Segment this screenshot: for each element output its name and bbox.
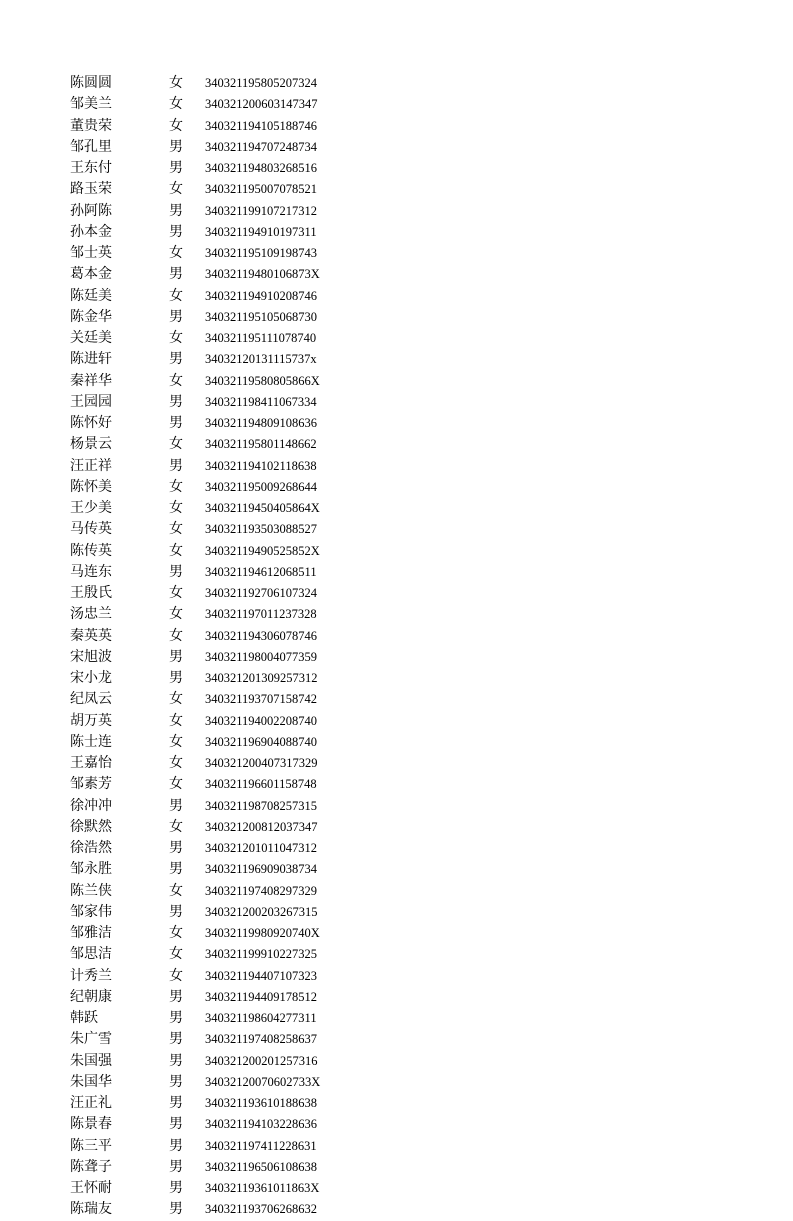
table-row bbox=[70, 711, 370, 732]
table-row bbox=[70, 73, 370, 94]
table-row bbox=[70, 1029, 370, 1050]
gender-cell: 男 bbox=[169, 1137, 183, 1154]
gender-cell: 女 bbox=[169, 691, 183, 708]
id-number-cell: 340321200201257316 bbox=[205, 1053, 318, 1068]
person-name-cell: 王东付 bbox=[70, 160, 112, 176]
gender-cell: 男 bbox=[169, 308, 183, 325]
person-name-cell: 关廷美 bbox=[70, 330, 112, 346]
person-name-cell: 陈士连 bbox=[70, 733, 112, 750]
table-row bbox=[70, 647, 370, 668]
table-row bbox=[70, 774, 370, 795]
id-number-cell: 340321194002208740 bbox=[205, 713, 318, 728]
table-row bbox=[70, 222, 370, 243]
person-name-cell: 邹孔里 bbox=[70, 138, 112, 155]
table-row bbox=[70, 1157, 370, 1178]
table-row bbox=[70, 1051, 370, 1072]
table-row bbox=[70, 307, 370, 328]
id-number-cell: 340321194407107323 bbox=[205, 968, 318, 983]
gender-cell: 男 bbox=[169, 160, 183, 176]
table-row bbox=[70, 201, 370, 222]
id-number-cell: 340321194910197311 bbox=[205, 224, 317, 239]
id-number-cell: 340321197411228631 bbox=[205, 1138, 317, 1153]
person-name-cell: 陈传英 bbox=[70, 542, 112, 559]
gender-cell: 女 bbox=[169, 818, 183, 835]
id-number-cell: 340321198004077359 bbox=[205, 649, 318, 664]
table-row bbox=[70, 562, 370, 583]
person-name-cell: 马传英 bbox=[70, 521, 112, 538]
person-name-cell: 孙阿陈 bbox=[70, 202, 112, 219]
gender-cell: 男 bbox=[169, 1201, 183, 1218]
person-name-cell: 徐浩然 bbox=[70, 840, 112, 856]
id-number-cell: 340321194809108636 bbox=[205, 416, 318, 430]
table-row bbox=[70, 498, 370, 519]
gender-cell: 女 bbox=[169, 882, 183, 899]
table-row bbox=[70, 817, 370, 838]
gender-cell: 男 bbox=[169, 1180, 183, 1196]
person-name-cell: 汪正祥 bbox=[70, 457, 112, 474]
id-number-cell: 340321194409178512 bbox=[205, 989, 318, 1004]
person-name-cell: 邹士英 bbox=[70, 245, 112, 261]
id-number-cell: 340321199910227325 bbox=[205, 947, 318, 962]
table-row bbox=[70, 243, 370, 264]
id-number-cell: 340321200812037347 bbox=[205, 819, 318, 834]
id-number-cell: 340321195007078521 bbox=[205, 182, 318, 197]
gender-cell: 女 bbox=[169, 776, 183, 793]
person-name-cell: 马连东 bbox=[70, 563, 112, 580]
id-number-cell: 340321201309257312 bbox=[205, 671, 318, 685]
gender-cell: 女 bbox=[169, 542, 183, 559]
id-number-cell: 340321193706268632 bbox=[205, 1202, 318, 1217]
person-name-cell: 王园园 bbox=[70, 393, 112, 410]
table-row bbox=[70, 732, 370, 753]
table-row bbox=[70, 137, 370, 158]
table-row bbox=[70, 1072, 370, 1093]
id-number-cell: 340321194105188746 bbox=[205, 118, 318, 133]
person-name-cell: 宋小龙 bbox=[70, 670, 112, 686]
table-row bbox=[70, 371, 370, 392]
id-number-cell: 340321195105068730 bbox=[205, 309, 318, 324]
gender-cell: 女 bbox=[169, 372, 183, 389]
id-number-cell: 340321194910208746 bbox=[205, 288, 318, 303]
table-row bbox=[70, 902, 370, 923]
id-number-cell: 34032120131115737x bbox=[205, 352, 317, 367]
person-name-cell: 孙本金 bbox=[70, 223, 112, 240]
gender-cell: 女 bbox=[169, 330, 183, 346]
table-row bbox=[70, 434, 370, 455]
person-name-cell: 秦英英 bbox=[70, 627, 112, 644]
gender-cell: 男 bbox=[169, 988, 183, 1005]
gender-cell: 女 bbox=[169, 181, 183, 198]
person-name-cell: 陈金华 bbox=[70, 308, 112, 325]
table-row bbox=[70, 1008, 370, 1029]
person-name-cell: 汪正礼 bbox=[70, 1095, 112, 1111]
gender-cell: 男 bbox=[169, 563, 183, 580]
id-number-cell: 340321200203267315 bbox=[205, 904, 318, 919]
gender-cell: 女 bbox=[169, 436, 183, 453]
gender-cell: 男 bbox=[169, 266, 183, 283]
id-number-cell: 340321197011237328 bbox=[205, 607, 317, 622]
person-name-cell: 朱广雪 bbox=[70, 1031, 112, 1048]
table-row bbox=[70, 286, 370, 307]
person-name-cell: 董贵荣 bbox=[70, 117, 112, 134]
id-number-cell: 34032119450405864X bbox=[205, 501, 320, 515]
table-row bbox=[70, 264, 370, 285]
gender-cell: 女 bbox=[169, 627, 183, 644]
person-name-cell: 邹素芳 bbox=[70, 776, 112, 793]
person-name-cell: 徐冲冲 bbox=[70, 797, 112, 814]
person-name-cell: 纪朝康 bbox=[70, 988, 112, 1005]
gender-cell: 男 bbox=[169, 1158, 183, 1175]
gender-cell: 女 bbox=[169, 245, 183, 261]
table-row bbox=[70, 1093, 370, 1114]
gender-cell: 女 bbox=[169, 925, 183, 941]
id-number-cell: 340321194612068511 bbox=[205, 564, 317, 579]
table-row bbox=[70, 1178, 370, 1199]
id-number-cell: 340321194803268516 bbox=[205, 161, 318, 175]
table-row bbox=[70, 392, 370, 413]
person-name-cell: 汤忠兰 bbox=[70, 606, 112, 623]
gender-cell: 男 bbox=[169, 1010, 183, 1026]
gender-cell: 男 bbox=[169, 648, 183, 665]
person-name-cell: 陈景春 bbox=[70, 1116, 112, 1133]
id-number-cell: 340321195801148662 bbox=[205, 437, 317, 452]
id-number-cell: 340321195805207324 bbox=[205, 76, 318, 90]
person-name-cell: 陈瑞友 bbox=[70, 1201, 112, 1218]
person-name-cell: 邹美兰 bbox=[70, 96, 112, 113]
table-row bbox=[70, 1114, 370, 1135]
id-number-cell: 340321194707248734 bbox=[205, 139, 318, 154]
person-name-cell: 朱国强 bbox=[70, 1052, 112, 1069]
id-number-cell: 340321198411067334 bbox=[205, 394, 317, 409]
gender-cell: 女 bbox=[169, 967, 183, 984]
table-row bbox=[70, 923, 370, 944]
person-name-cell: 纪凤云 bbox=[70, 691, 112, 708]
id-number-cell: 340321197408297329 bbox=[205, 883, 318, 898]
gender-cell: 女 bbox=[169, 712, 183, 729]
gender-cell: 女 bbox=[169, 478, 183, 495]
person-name-cell: 路玉荣 bbox=[70, 181, 112, 198]
id-number-cell: 340321193707158742 bbox=[205, 692, 318, 707]
id-number-cell: 340321198604277311 bbox=[205, 1011, 317, 1025]
table-row bbox=[70, 456, 370, 477]
id-number-cell: 340321194306078746 bbox=[205, 628, 318, 643]
gender-cell: 女 bbox=[169, 500, 183, 516]
person-name-cell: 陈进轩 bbox=[70, 351, 112, 368]
gender-cell: 男 bbox=[169, 903, 183, 920]
table-row bbox=[70, 158, 370, 179]
table-row bbox=[70, 689, 370, 710]
table-row bbox=[70, 1136, 370, 1157]
table-row bbox=[70, 519, 370, 540]
id-number-cell: 340321195109198743 bbox=[205, 246, 318, 260]
person-name-cell: 邹思洁 bbox=[70, 946, 112, 963]
id-number-cell: 340321195111078740 bbox=[205, 331, 317, 345]
person-name-cell: 计秀兰 bbox=[70, 967, 112, 984]
gender-cell: 女 bbox=[169, 606, 183, 623]
table-row bbox=[70, 668, 370, 689]
person-name-cell: 王怀耐 bbox=[70, 1180, 112, 1196]
table-row bbox=[70, 94, 370, 115]
id-number-cell: 340321194103228636 bbox=[205, 1117, 318, 1132]
id-number-cell: 340321193503088527 bbox=[205, 522, 318, 537]
id-number-cell: 34032119580805866X bbox=[205, 373, 320, 388]
table-row bbox=[70, 859, 370, 880]
gender-cell: 女 bbox=[169, 287, 183, 304]
person-name-cell: 秦祥华 bbox=[70, 372, 112, 389]
person-name-cell: 邹家伟 bbox=[70, 903, 112, 920]
roster-table bbox=[70, 73, 370, 1221]
id-number-cell: 340321200407317329 bbox=[205, 756, 318, 770]
gender-cell: 女 bbox=[169, 755, 183, 771]
gender-cell: 女 bbox=[169, 733, 183, 750]
id-number-cell: 34032119480106873X bbox=[205, 267, 320, 282]
person-name-cell: 胡万英 bbox=[70, 712, 112, 729]
gender-cell: 男 bbox=[169, 202, 183, 219]
table-row bbox=[70, 583, 370, 604]
id-number-cell: 340321199107217312 bbox=[205, 203, 318, 218]
person-name-cell: 韩跃 bbox=[70, 1010, 98, 1026]
id-number-cell: 340321196506108638 bbox=[205, 1159, 318, 1174]
gender-cell: 男 bbox=[169, 223, 183, 240]
id-number-cell: 340321196904088740 bbox=[205, 734, 318, 749]
table-row bbox=[70, 838, 370, 859]
table-row bbox=[70, 987, 370, 1008]
gender-cell: 男 bbox=[169, 351, 183, 368]
table-row bbox=[70, 753, 370, 774]
id-number-cell: 340321200603147347 bbox=[205, 97, 318, 112]
gender-cell: 男 bbox=[169, 1073, 183, 1090]
gender-cell: 女 bbox=[169, 117, 183, 134]
gender-cell: 男 bbox=[169, 1116, 183, 1133]
gender-cell: 男 bbox=[169, 1031, 183, 1048]
id-number-cell: 340321193610188638 bbox=[205, 1096, 318, 1110]
person-name-cell: 杨景云 bbox=[70, 436, 112, 453]
person-name-cell: 王少美 bbox=[70, 500, 112, 516]
table-row bbox=[70, 796, 370, 817]
table-row bbox=[70, 626, 370, 647]
person-name-cell: 陈怀美 bbox=[70, 478, 112, 495]
table-row bbox=[70, 944, 370, 965]
gender-cell: 女 bbox=[169, 946, 183, 963]
table-row bbox=[70, 116, 370, 137]
id-number-cell: 340321197408258637 bbox=[205, 1032, 318, 1047]
gender-cell: 男 bbox=[169, 797, 183, 814]
gender-cell: 男 bbox=[169, 840, 183, 856]
gender-cell: 女 bbox=[169, 96, 183, 113]
gender-cell: 男 bbox=[169, 1095, 183, 1111]
person-name-cell: 葛本金 bbox=[70, 266, 112, 283]
id-number-cell: 340321198708257315 bbox=[205, 798, 318, 813]
id-number-cell: 340321195009268644 bbox=[205, 479, 318, 494]
id-number-cell: 34032119361011863X bbox=[205, 1181, 320, 1195]
table-row bbox=[70, 413, 370, 434]
table-row bbox=[70, 477, 370, 498]
table-row bbox=[70, 349, 370, 370]
table-row bbox=[70, 328, 370, 349]
gender-cell: 男 bbox=[169, 670, 183, 686]
person-name-cell: 王嘉怡 bbox=[70, 755, 112, 771]
person-name-cell: 宋旭波 bbox=[70, 648, 112, 665]
gender-cell: 男 bbox=[169, 1052, 183, 1069]
table-row bbox=[70, 1199, 370, 1220]
person-name-cell: 陈兰侠 bbox=[70, 882, 112, 899]
gender-cell: 男 bbox=[169, 138, 183, 155]
table-row bbox=[70, 881, 370, 902]
gender-cell: 男 bbox=[169, 861, 183, 878]
person-name-cell: 陈圆圆 bbox=[70, 75, 112, 91]
person-name-cell: 陈廷美 bbox=[70, 287, 112, 304]
gender-cell: 女 bbox=[169, 521, 183, 538]
id-number-cell: 340321192706107324 bbox=[205, 586, 318, 600]
table-row bbox=[70, 179, 370, 200]
table-row bbox=[70, 541, 370, 562]
id-number-cell: 340321196601158748 bbox=[205, 777, 317, 792]
gender-cell: 男 bbox=[169, 457, 183, 474]
person-name-cell: 邹永胜 bbox=[70, 861, 112, 878]
gender-cell: 女 bbox=[169, 75, 183, 91]
id-number-cell: 34032119980920740X bbox=[205, 926, 320, 940]
gender-cell: 女 bbox=[169, 585, 183, 601]
person-name-cell: 邹雅洁 bbox=[70, 925, 112, 941]
person-name-cell: 陈怀好 bbox=[70, 415, 112, 431]
person-name-cell: 王殷氏 bbox=[70, 585, 112, 601]
table-row bbox=[70, 966, 370, 987]
person-name-cell: 陈聋子 bbox=[70, 1158, 112, 1175]
id-number-cell: 340321194102118638 bbox=[205, 458, 317, 473]
person-name-cell: 朱国华 bbox=[70, 1073, 112, 1090]
gender-cell: 男 bbox=[169, 415, 183, 431]
table-row bbox=[70, 604, 370, 625]
person-name-cell: 陈三平 bbox=[70, 1137, 112, 1154]
person-name-cell: 徐默然 bbox=[70, 818, 112, 835]
id-number-cell: 34032120070602733X bbox=[205, 1074, 321, 1089]
gender-cell: 男 bbox=[169, 393, 183, 410]
id-number-cell: 340321201011047312 bbox=[205, 841, 318, 855]
id-number-cell: 340321196909038734 bbox=[205, 862, 318, 877]
id-number-cell: 34032119490525852X bbox=[205, 543, 320, 558]
